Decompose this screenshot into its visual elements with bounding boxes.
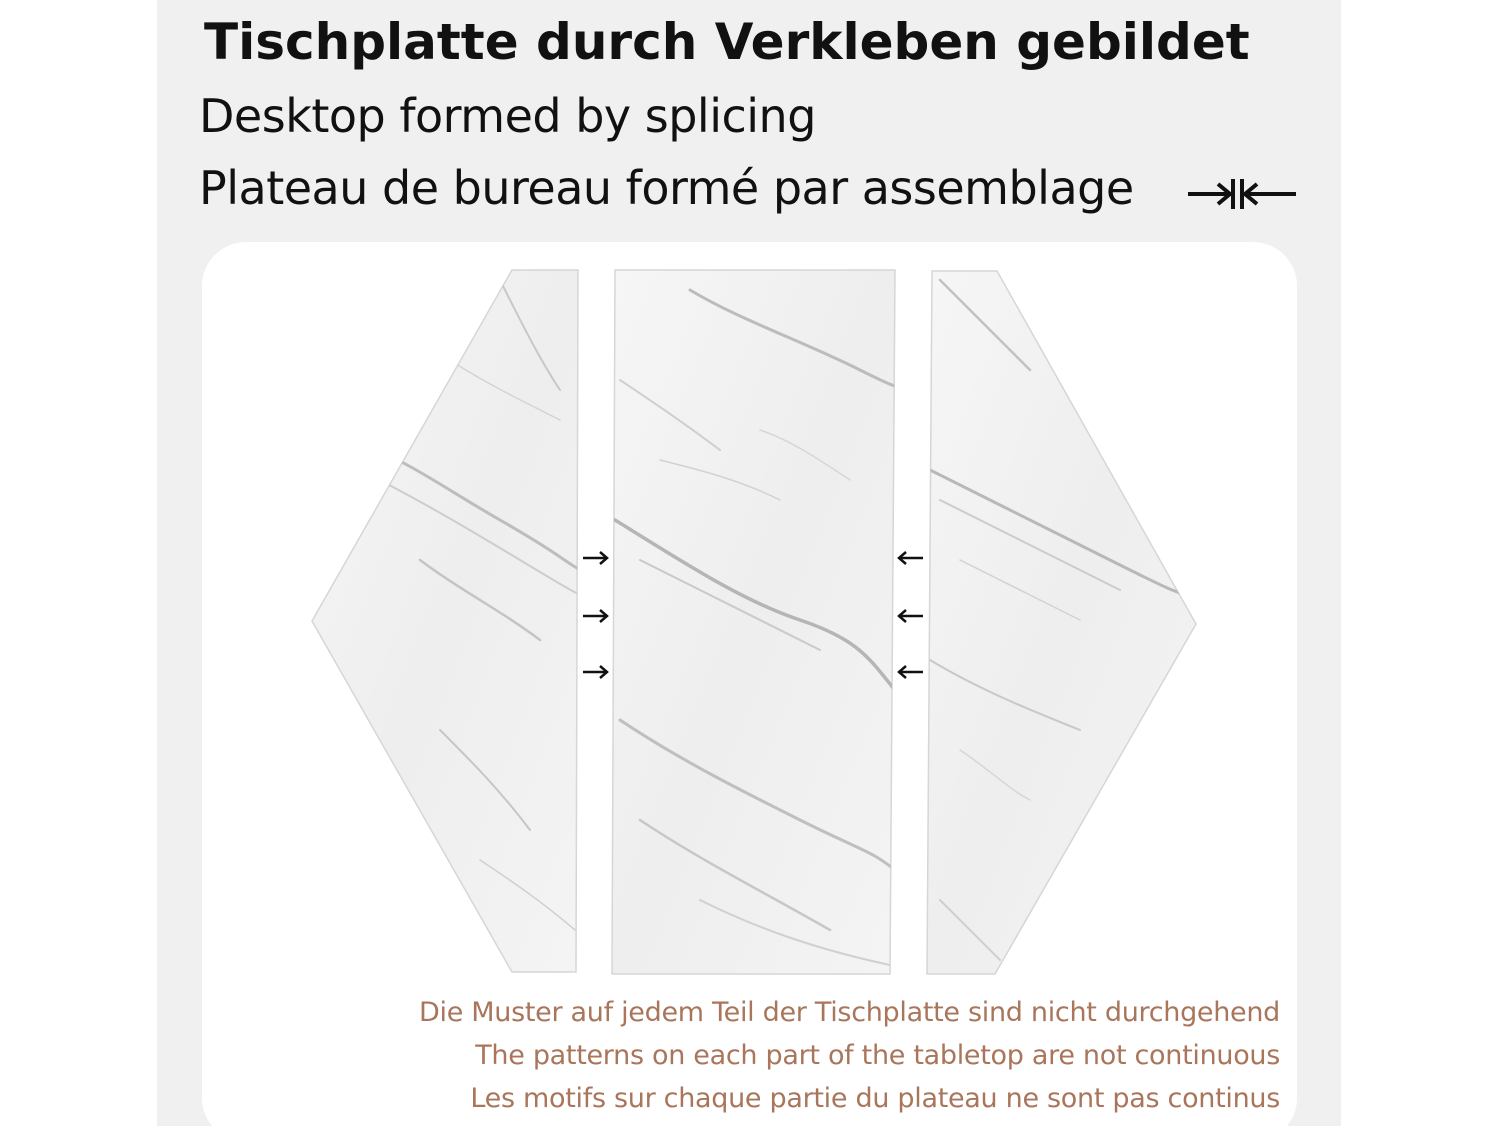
arrow-right-icon xyxy=(583,610,607,622)
heading-english: Desktop formed by splicing xyxy=(199,89,816,143)
note-german: Die Muster auf jedem Teil der Tischplatte sind nicht durchgehend xyxy=(419,997,1280,1028)
tabletop-piece-left xyxy=(310,270,590,972)
arrow-right-icon xyxy=(583,552,607,564)
heading-german: Tischplatte durch Verkleben gebildet xyxy=(204,13,1250,71)
note-french: Les motifs sur chaque partie du plateau ne sont pas continus xyxy=(470,1083,1280,1114)
note-english: The patterns on each part of the tabletop are not continuous xyxy=(475,1040,1280,1071)
arrow-left-icon xyxy=(899,666,923,678)
tabletop-piece-right xyxy=(927,271,1200,974)
arrow-right-icon xyxy=(583,666,607,678)
arrow-left-icon xyxy=(899,552,923,564)
heading-french: Plateau de bureau formé par assemblage xyxy=(199,161,1134,215)
tabletop-piece-center xyxy=(612,270,900,974)
arrow-left-icon xyxy=(899,610,923,622)
